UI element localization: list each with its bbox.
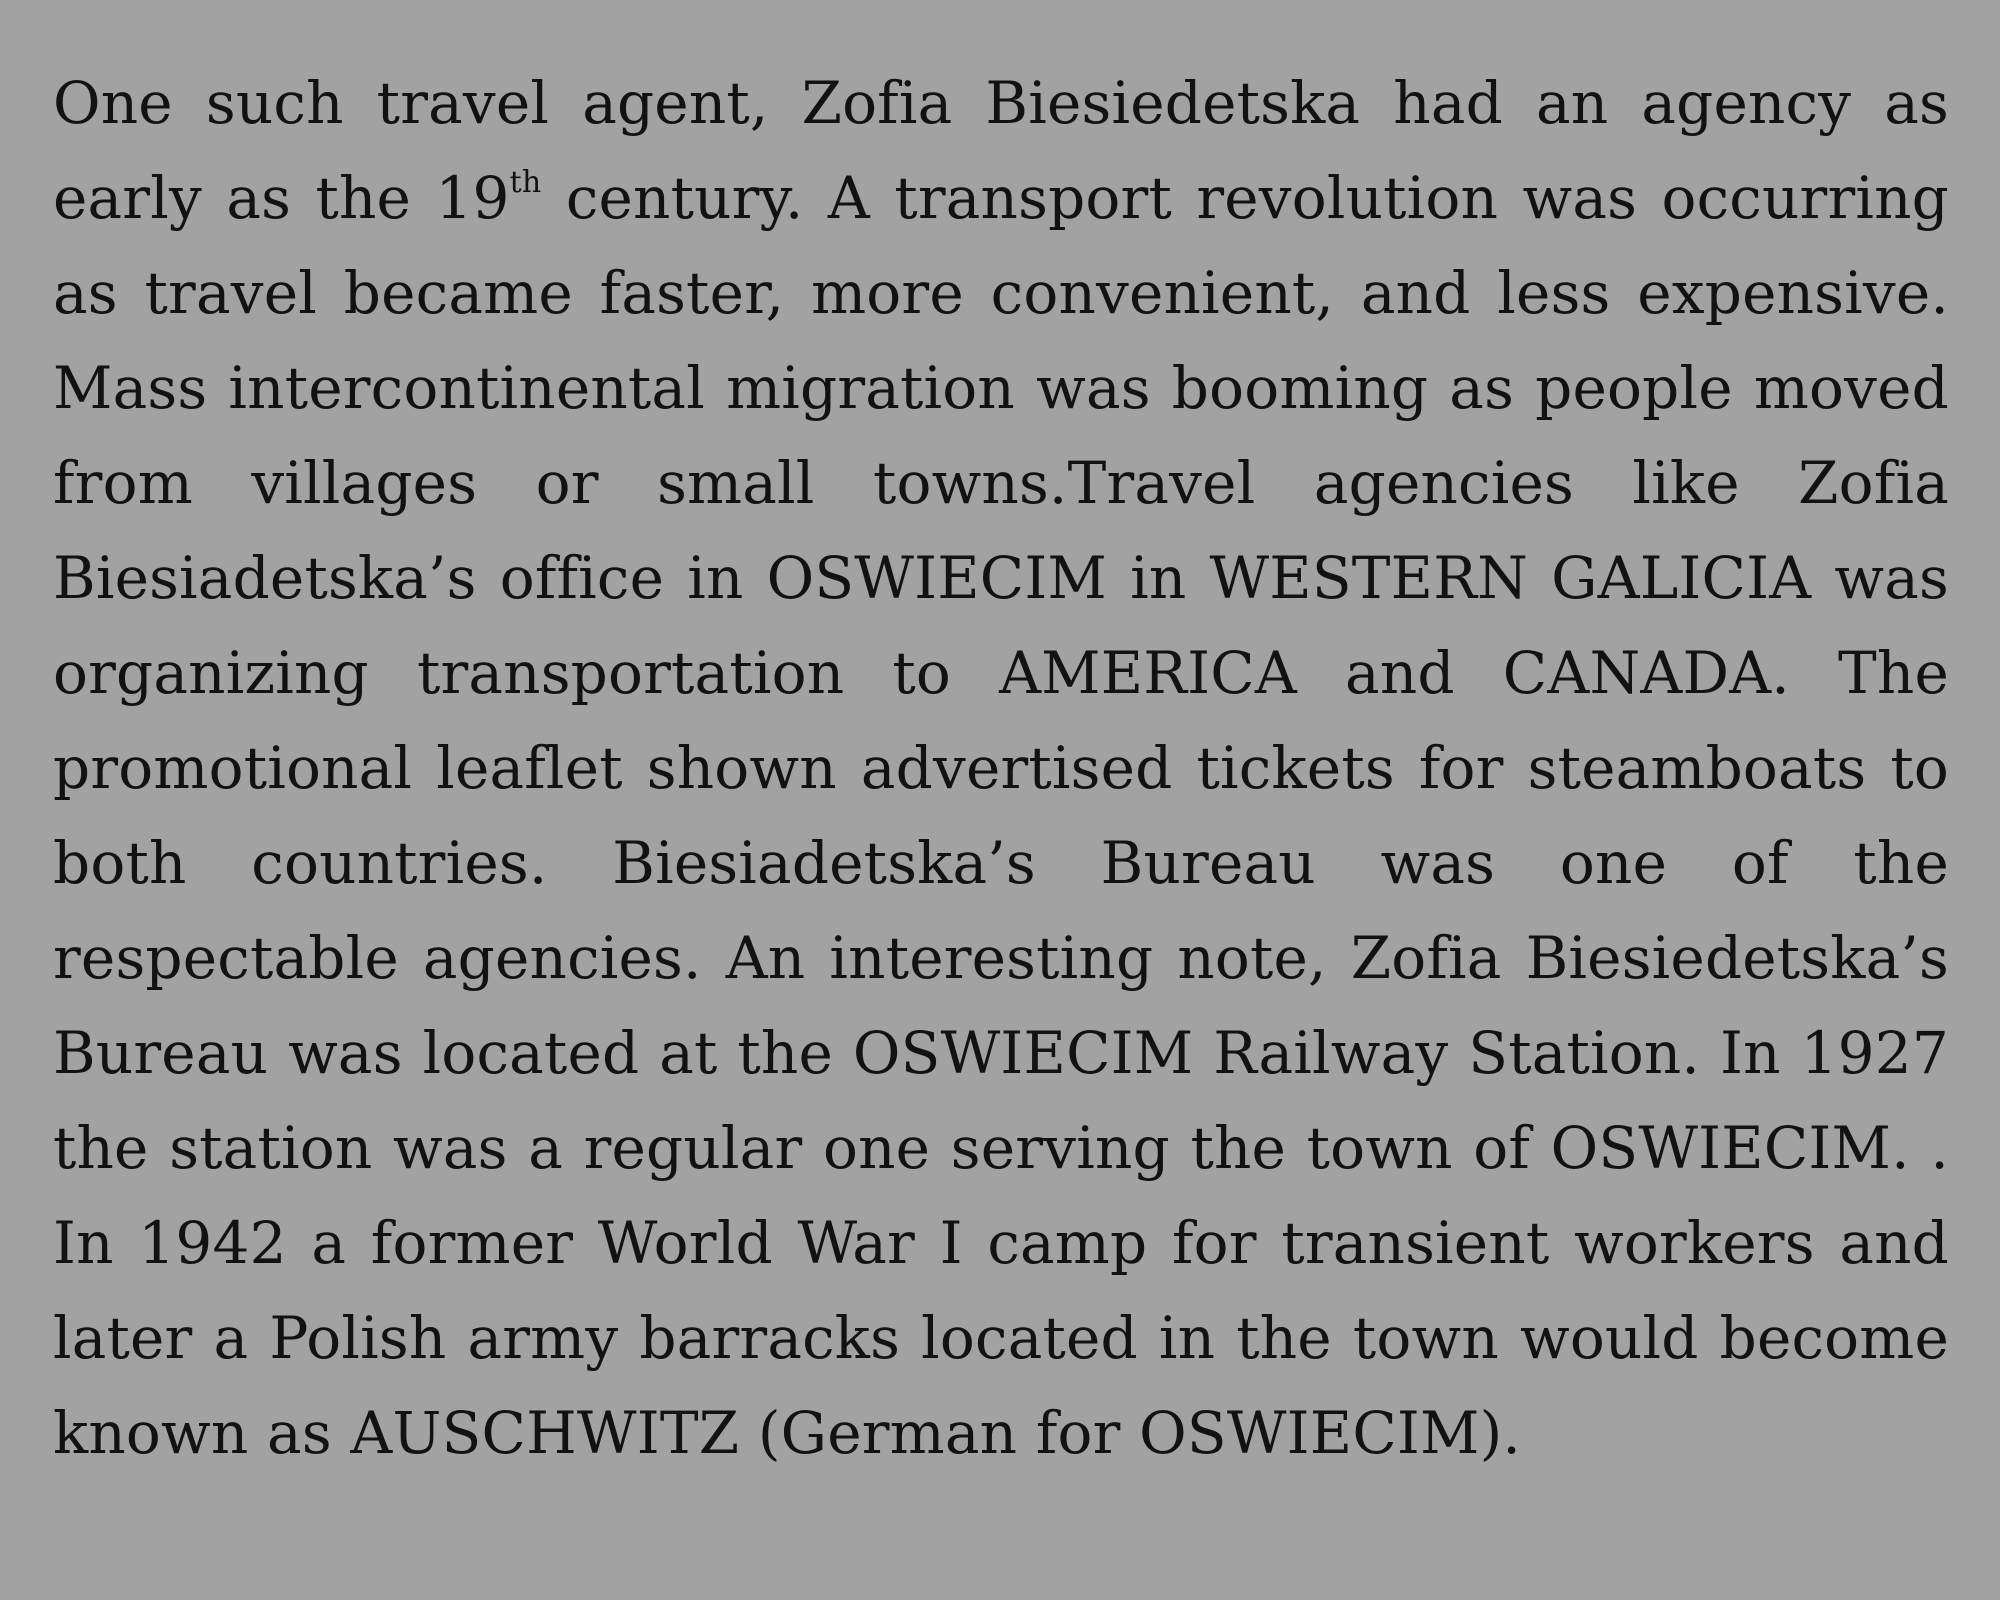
body-paragraph bbox=[53, 56, 1949, 1481]
paragraph-text-end: century. A transport revolution was occurring as travel became faster, more convenient, and less expensive. Mass intercontinental migration was booming as people moved from villages or small towns.Travel agencies like Zofia Biesiadetska’s office in OSWIECIM in WESTERN GALICIA was organizing transportation to AMERICA and CANADA. The promotional leaflet shown advertised tickets for steamboats to both countries. Biesiadetska’s Bureau was one of the respectable agencies. An interesting note, Zofia Biesiedetska’s Bureau was located at the OSWIECIM Railway Station. In 1927 the station was a regular one serving the town of OSWIECIM. . In 1942 a former World War I camp for transient workers and later a Polish army barracks located in the town would become known as AUSCHWITZ (German for OSWIECIM). bbox=[53, 164, 1949, 1467]
paragraph-text-start: One such travel agent, Zofia Biesiedetska had an agency as early as the 19 bbox=[53, 69, 1949, 232]
text-block bbox=[53, 56, 1949, 1576]
ordinal-superscript: th bbox=[509, 165, 542, 200]
